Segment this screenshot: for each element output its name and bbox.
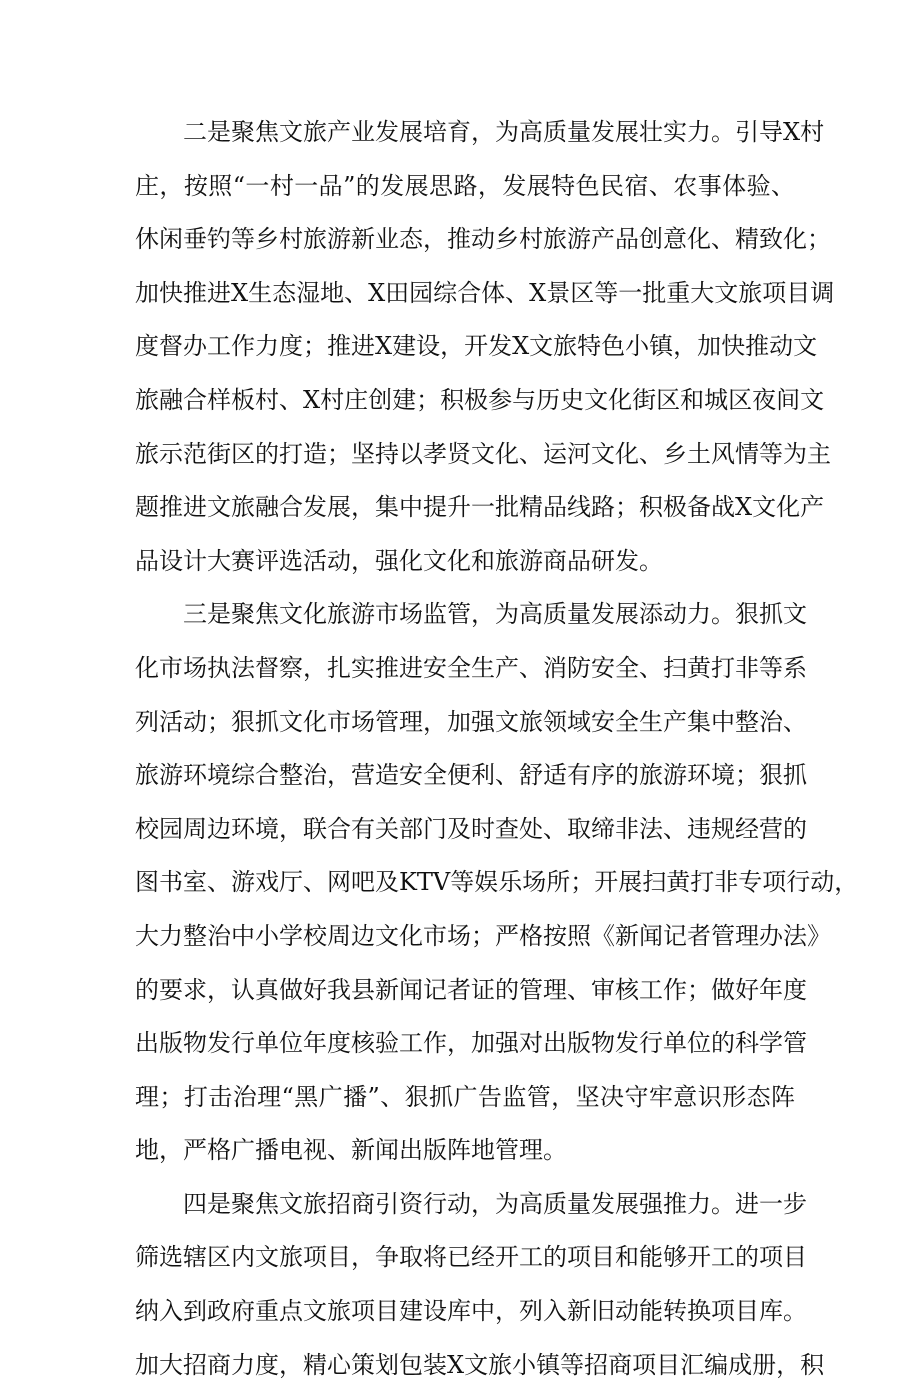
text-line: 四是聚焦文旅招商引资行动，为高质量发展强推力。进一步 — [183, 1189, 807, 1218]
text-line: 筛选辖区内文旅项目，争取将已经开工的项目和能够开工的项目 — [135, 1243, 807, 1272]
text-line: 理；打击治理“黑广播”、狠抓广告监管，坚决守牢意识形态阵 — [135, 1082, 795, 1111]
text-line: 的要求，认真做好我县新闻记者证的管理、审核工作；做好年度 — [135, 975, 807, 1004]
text-line: 出版物发行单位年度核验工作，加强对出版物发行单位的科学管 — [135, 1029, 807, 1058]
text-line: 校园周边环境，联合有关部门及时查处、取缔非法、违规经营的 — [135, 814, 807, 843]
text-line: 化市场执法督察，扎实推进安全生产、消防安全、扫黄打非等系 — [135, 653, 807, 682]
text-line: 图书室、游戏厅、网吧及KTV等娱乐场所；开展扫黄打非专项行动， — [135, 868, 859, 897]
text-line: 题推进文旅融合发展，集中提升一批精品线路；积极备战X文化产 — [135, 493, 825, 522]
text-line: 旅融合样板村、X村庄创建；积极参与历史文化街区和城区夜间文 — [135, 385, 825, 414]
text-line: 二是聚焦文旅产业发展培育，为高质量发展壮实力。引导X村 — [183, 118, 825, 146]
text-line: 品设计大赛评选活动，强化文化和旅游商品研发。 — [135, 546, 663, 575]
text-line: 度督办工作力度；推进X建设，开发X文旅特色小镇，加快推动文 — [135, 332, 818, 361]
text-line: 纳入到政府重点文旅项目建设库中，列入新旧动能转换项目库。 — [135, 1297, 807, 1326]
paragraph-market-supervision — [135, 588, 859, 1178]
text-line: 加快推进X生态湿地、X田园综合体、X景区等一批重大文旅项目调 — [135, 278, 835, 307]
paragraph-cultural-tourism-industry — [135, 106, 835, 588]
text-line: 休闲垂钓等乡村旅游新业态，推动乡村旅游产品创意化、精致化； — [135, 225, 831, 254]
document-body — [135, 106, 859, 1392]
text-line: 三是聚焦文化旅游市场监管，为高质量发展添动力。狠抓文 — [183, 600, 807, 629]
text-line: 大力整治中小学校周边文化市场；严格按照《新闻记者管理办法》 — [135, 921, 831, 950]
text-line: 地，严格广播电视、新闻出版阵地管理。 — [135, 1136, 567, 1165]
text-line: 旅示范街区的打造；坚持以孝贤文化、运河文化、乡土风情等为主 — [135, 439, 831, 468]
text-line: 旅游环境综合整治，营造安全便利、舒适有序的旅游环境；狠抓 — [135, 761, 807, 790]
text-line: 加大招商力度，精心策划包装X文旅小镇等招商项目汇编成册，积 — [135, 1350, 825, 1379]
text-line: 庄，按照“一村一品”的发展思路，发展特色民宿、农事体验、 — [135, 171, 795, 200]
text-line: 列活动；狠抓文化市场管理，加强文旅领域安全生产集中整治、 — [135, 707, 807, 736]
paragraph-investment-promotion — [135, 1178, 825, 1392]
